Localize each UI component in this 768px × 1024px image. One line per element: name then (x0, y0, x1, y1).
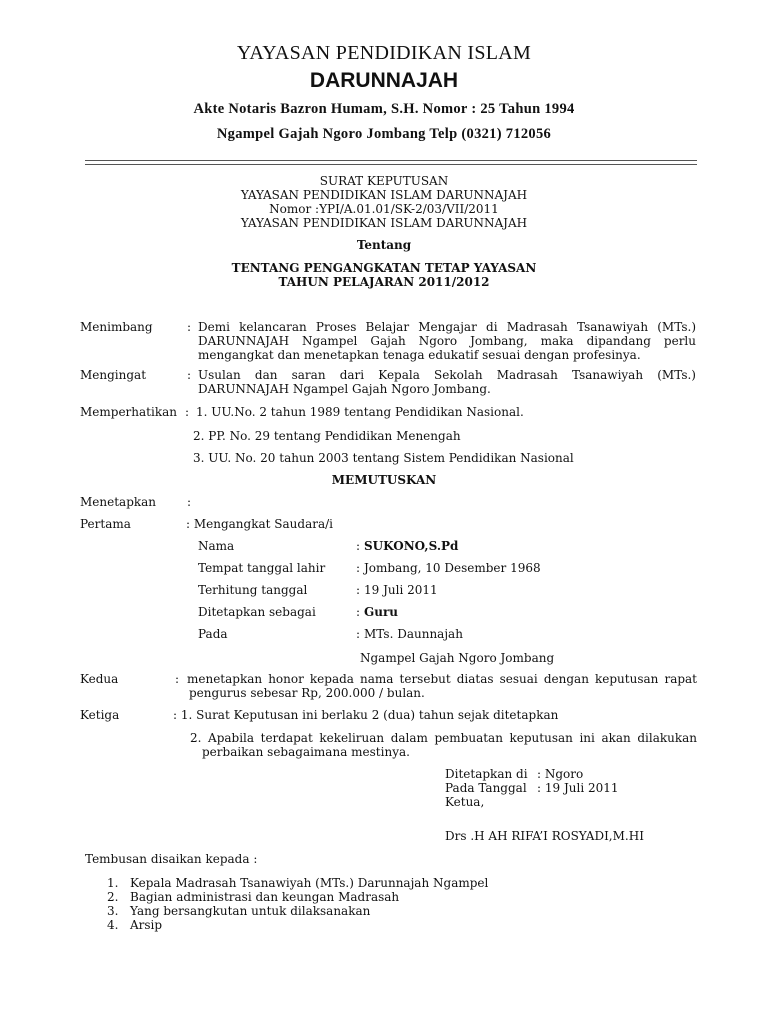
field-value-ttl: Jombang, 10 Desember 1968 (364, 561, 541, 575)
tembusan-num-2: 2. (107, 890, 119, 904)
tembusan-heading: Tembusan disaikan kepada : (85, 852, 258, 866)
ditetapkan-di-label: Ditetapkan di (445, 767, 528, 781)
title-line-1: SURAT KEPUTUSAN (319, 174, 449, 188)
memperhatikan-label: Memperhatikan (80, 405, 177, 419)
mengingat-colon: : (187, 368, 192, 382)
mengingat-line-1: Usulan dan saran dari Kepala Sekolah Madrasah Tsanawiyah (MTs.) (198, 368, 696, 382)
field-colon: : (356, 561, 361, 575)
memperhatikan-item-1: 1. UU.No. 2 tahun 1989 tentang Pendidikan Nasional. (196, 405, 524, 419)
title-line-2: YAYASAN PENDIDIKAN ISLAM DARUNNAJAH (240, 188, 528, 202)
field-value-ditetapkan: Guru (364, 605, 399, 619)
tembusan-item-1: Kepala Madrasah Tsanawiyah (MTs.) Darunnajah Ngampel (130, 876, 489, 890)
menimbang-line-3: mengangkat dan menetapkan tenaga edukatif sesuai dengan profesinya. (198, 348, 641, 362)
field-value-pada: MTs. Daunnajah (364, 627, 463, 641)
tembusan-item-4: Arsip (130, 918, 163, 932)
field-value-pada-cont: Ngampel Gajah Ngoro Jombang (360, 651, 555, 665)
signer-name: Drs .H AH RIFA’I ROSYADI,M.HI (445, 829, 644, 843)
org-name: DARUNNAJAH (309, 69, 459, 92)
pada-tanggal-label: Pada Tanggal (445, 781, 527, 795)
field-colon: : (356, 605, 361, 619)
field-label-ditetapkan: Ditetapkan sebagai (198, 605, 316, 619)
menimbang-line-1: Demi kelancaran Proses Belajar Mengajar di Madrasah Tsanawiyah (MTs.) (198, 320, 696, 334)
field-colon: : (356, 539, 361, 553)
subject-line-1: TENTANG PENGANGKATAN TETAP YAYASAN (231, 261, 537, 275)
menimbang-label: Menimbang (80, 320, 153, 334)
address-line: Ngampel Gajah Ngoro Jombang Telp (0321) 712056 (216, 126, 552, 142)
ketiga-item-1: : 1. Surat Keputusan ini berlaku 2 (dua) tahun sejak ditetapkan (173, 708, 559, 722)
ketiga-item-2-line-1: 2. Apabila terdapat kekeliruan dalam pembuatan keputusan ini akan dilakukan (190, 731, 697, 745)
memperhatikan-colon: : (185, 405, 190, 419)
mengingat-line-2: DARUNNAJAH Ngampel Gajah Ngoro Jombang. (198, 382, 491, 396)
subject-line-2: TAHUN PELAJARAN 2011/2012 (278, 275, 490, 289)
mengingat-label: Mengingat (80, 368, 147, 382)
menetapkan-colon: : (187, 495, 192, 509)
ketiga-item-2 (190, 731, 697, 759)
memutuskan-heading: MEMUTUSKAN (331, 473, 437, 487)
menimbang-colon: : (187, 320, 192, 334)
header-divider-bottom (85, 164, 697, 165)
mengingat-text (198, 368, 696, 396)
kedua-text (187, 672, 697, 700)
memperhatikan-item-3: 3. UU. No. 20 tahun 2003 tentang Sistem Pendidikan Nasional (193, 451, 574, 465)
pada-tanggal-value: : 19 Juli 2011 (537, 781, 619, 795)
tembusan-num-1: 1. (107, 876, 119, 890)
menimbang-text (198, 320, 696, 362)
pertama-label: Pertama (80, 517, 131, 531)
menimbang-line-2: DARUNNAJAH Ngampel Gajah Ngoro Jombang, maka dipandang perlu (198, 334, 696, 348)
signer-role: Ketua, (445, 795, 485, 809)
field-value-terhitung: 19 Juli 2011 (364, 583, 438, 597)
field-label-ttl: Tempat tanggal lahir (198, 561, 326, 575)
tembusan-item-2: Bagian administrasi dan keungan Madrasah (130, 890, 400, 904)
tentang-label: Tentang (356, 238, 412, 252)
tembusan-item-3: Yang bersangkutan untuk dilaksanakan (130, 904, 371, 918)
header-divider-top (85, 160, 697, 161)
kedua-label: Kedua (80, 672, 119, 686)
menetapkan-label: Menetapkan (80, 495, 157, 509)
kedua-line-1: menetapkan honor kepada nama tersebut diatas sesuai dengan keputusan rapat (187, 672, 697, 686)
field-value-nama: SUKONO,S.Pd (364, 539, 459, 553)
org-line: YAYASAN PENDIDIKAN ISLAM (236, 42, 532, 64)
ketiga-label: Ketiga (80, 708, 120, 722)
tembusan-num-3: 3. (107, 904, 119, 918)
memperhatikan-item-2: 2. PP. No. 29 tentang Pendidikan Menengah (193, 429, 461, 443)
field-label-terhitung: Terhitung tanggal (198, 583, 308, 597)
decree-number: Nomor :YPI/A.01.01/SK-2/03/VII/2011 (269, 202, 499, 216)
tembusan-num-4: 4. (107, 918, 119, 932)
ditetapkan-di-value: : Ngoro (537, 767, 584, 781)
title-line-4: YAYASAN PENDIDIKAN ISLAM DARUNNAJAH (240, 216, 528, 230)
pertama-text: : Mengangkat Saudara/i (186, 517, 333, 531)
field-colon: : (356, 627, 361, 641)
field-label-nama: Nama (198, 539, 235, 553)
field-colon: : (356, 583, 361, 597)
kedua-colon: : (175, 672, 180, 686)
notary-line: Akte Notaris Bazron Humam, S.H. Nomor : 25 Tahun 1994 (193, 101, 575, 117)
ketiga-item-2-line-2: perbaikan sebagaimana mestinya. (202, 745, 410, 759)
kedua-line-2: pengurus sebesar Rp, 200.000 / bulan. (189, 686, 425, 700)
field-label-pada: Pada (198, 627, 228, 641)
